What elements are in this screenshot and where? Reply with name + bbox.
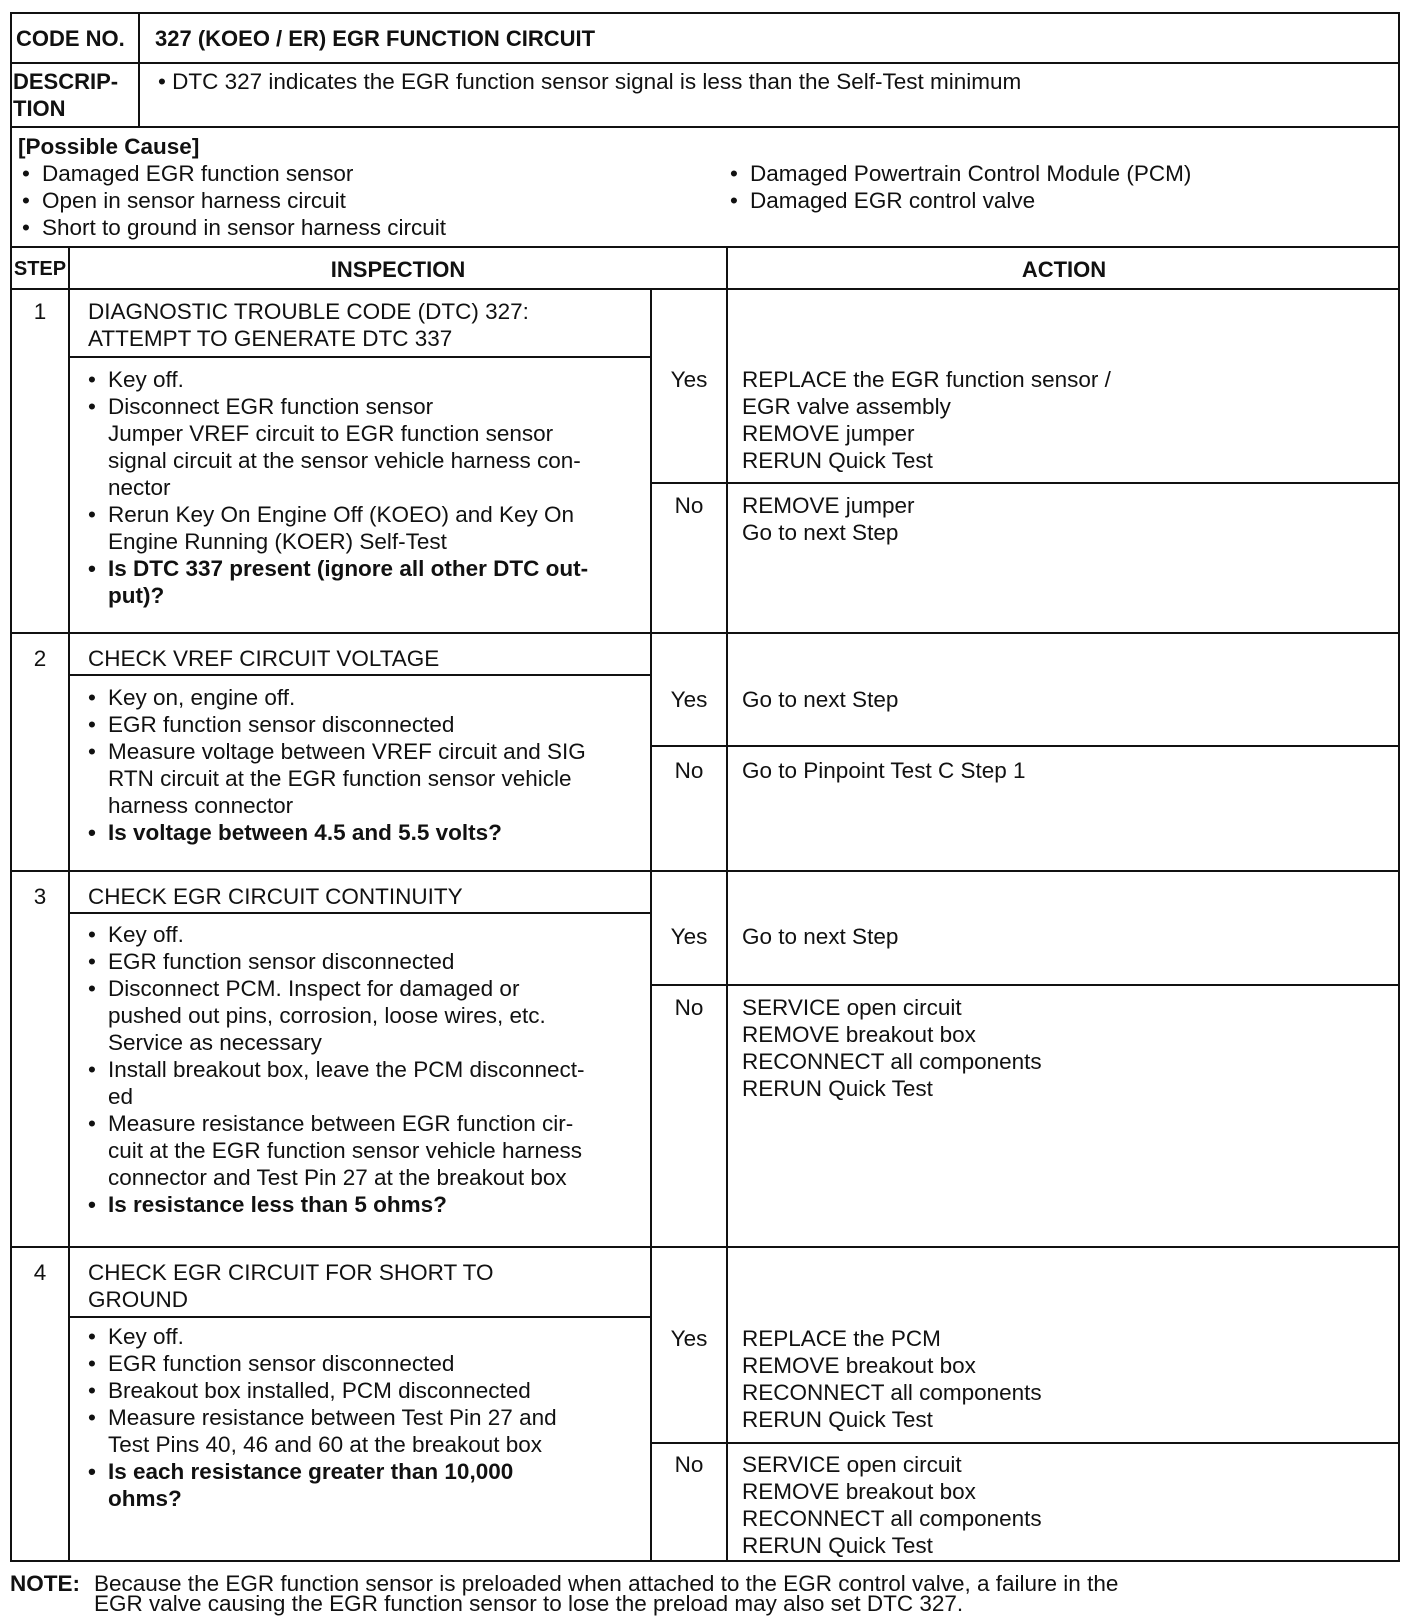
- no-action: REMOVE jumper Go to next Step: [742, 493, 915, 545]
- bullet: • EGR function sensor disconnected: [86, 1350, 557, 1377]
- bullet: • Measure resistance between EGR function cir- cuit at the EGR function sensor vehicle harness connector and Test Pin 27 at the breakout box: [86, 1110, 585, 1191]
- bullet: • Key off.: [86, 366, 588, 393]
- step-bullets: [86, 684, 586, 846]
- no-label: No: [674, 995, 704, 1020]
- yes-label: Yes: [670, 1326, 708, 1351]
- note-line1: Because the EGR function sensor is preloaded when attached to the EGR control valve, a failure in the: [94, 1571, 1119, 1596]
- step-number: 1: [33, 299, 47, 324]
- step-separator: [10, 632, 1400, 634]
- yes-label: Yes: [670, 367, 708, 392]
- step-separator: [10, 1246, 1400, 1248]
- bullet: • Disconnect EGR function sensor Jumper VREF circuit to EGR function sensor signal circuit at the sensor vehicle harness con- nector: [86, 393, 588, 501]
- yes-action: Go to next Step: [742, 924, 899, 949]
- possible-cause-right-list: [728, 160, 1191, 214]
- code-label-divider: [138, 12, 140, 64]
- bullet: • Key off.: [86, 1323, 557, 1350]
- bullet: • Disconnect PCM. Inspect for damaged or pushed out pins, corrosion, loose wires, etc. Service as necessary: [86, 975, 585, 1056]
- code-value: 327 (KOEO / ER) EGR FUNCTION CIRCUIT: [155, 26, 596, 51]
- title-underline: [68, 1316, 652, 1318]
- yes-no-separator: [650, 745, 1400, 747]
- yes-action: REPLACE the EGR function sensor / EGR valve assembly REMOVE jumper RERUN Quick Test: [742, 367, 1111, 473]
- no-label: No: [674, 1452, 704, 1477]
- yes-action: REPLACE the PCM REMOVE breakout box RECONNECT all components RERUN Quick Test: [742, 1326, 1042, 1432]
- no-action: SERVICE open circuit REMOVE breakout box RECONNECT all components RERUN Quick Test: [742, 995, 1042, 1101]
- possible-cause-item: • Damaged Powertrain Control Module (PCM): [728, 160, 1191, 187]
- step-title: CHECK VREF CIRCUIT VOLTAGE: [88, 646, 440, 671]
- bullet-question: • Is resistance less than 5 ohms?: [86, 1191, 585, 1218]
- bullet: • Measure voltage between VREF circuit and SIG RTN circuit at the EGR function sensor vehicle harness connector: [86, 738, 586, 819]
- header-row-line: [10, 288, 1400, 290]
- bullet: • Measure resistance between Test Pin 27 and Test Pins 40, 46 and 60 at the breakout box: [86, 1404, 557, 1458]
- bullet: • Key on, engine off.: [86, 684, 586, 711]
- possible-cause-left-list: [20, 160, 446, 241]
- step-bullets: [86, 366, 588, 609]
- step-bullets: [86, 1323, 557, 1512]
- description-label-line2: TION: [13, 96, 66, 121]
- description-label-line1: DESCRIP-: [13, 69, 119, 94]
- col-divider-step: [68, 246, 70, 1562]
- header-inspection: INSPECTION: [330, 257, 466, 282]
- bullet: • Rerun Key On Engine Off (KOEO) and Key On Engine Running (KOER) Self-Test: [86, 501, 588, 555]
- bullet: • Install breakout box, leave the PCM disconnect- ed: [86, 1056, 585, 1110]
- header-step: STEP: [13, 258, 67, 280]
- description-text: • DTC 327 indicates the EGR function sensor signal is less than the Self-Test minimum: [158, 69, 1022, 94]
- bullet: • Key off.: [86, 921, 585, 948]
- col-divider-action: [726, 246, 728, 1562]
- title-underline: [68, 912, 652, 914]
- bullet-question: • Is voltage between 4.5 and 5.5 volts?: [86, 819, 586, 846]
- step-number: 3: [33, 884, 47, 909]
- step-number: 2: [33, 646, 47, 671]
- note-label: NOTE:: [10, 1571, 80, 1596]
- code-label: CODE NO.: [16, 26, 125, 51]
- step-title: CHECK EGR CIRCUIT FOR SHORT TO GROUND: [88, 1260, 494, 1312]
- yes-label: Yes: [670, 924, 708, 949]
- bullet: • EGR function sensor disconnected: [86, 711, 586, 738]
- possible-cause-item: • Open in sensor harness circuit: [20, 187, 446, 214]
- yes-no-separator: [650, 984, 1400, 986]
- header-action: ACTION: [1021, 257, 1107, 282]
- no-label: No: [674, 758, 704, 783]
- title-underline: [68, 356, 652, 358]
- no-label: No: [674, 493, 704, 518]
- title-underline: [68, 674, 652, 676]
- bullet-question: • Is DTC 337 present (ignore all other DTC out- put)?: [86, 555, 588, 609]
- description-label-divider: [138, 62, 140, 128]
- step-number: 4: [33, 1260, 47, 1285]
- yes-action: Go to next Step: [742, 687, 899, 712]
- bullet: • EGR function sensor disconnected: [86, 948, 585, 975]
- possible-cause-heading: [Possible Cause]: [18, 134, 200, 159]
- yes-no-separator: [650, 482, 1400, 484]
- yes-no-separator: [650, 1442, 1400, 1444]
- note-line2: EGR valve causing the EGR function sensor to lose the preload may also set DTC 327.: [94, 1591, 964, 1616]
- no-action: SERVICE open circuit REMOVE breakout box RECONNECT all components RERUN Quick Test: [742, 1452, 1042, 1558]
- bullet-question: • Is each resistance greater than 10,000 ohms?: [86, 1458, 557, 1512]
- step-title: CHECK EGR CIRCUIT CONTINUITY: [88, 884, 463, 909]
- bullet: • Breakout box installed, PCM disconnected: [86, 1377, 557, 1404]
- no-action: Go to Pinpoint Test C Step 1: [742, 758, 1026, 783]
- step-bullets: [86, 921, 585, 1218]
- step-separator: [10, 870, 1400, 872]
- yes-label: Yes: [670, 687, 708, 712]
- step-title: DIAGNOSTIC TROUBLE CODE (DTC) 327: ATTEMPT TO GENERATE DTC 337: [88, 299, 529, 351]
- possible-cause-item: • Damaged EGR function sensor: [20, 160, 446, 187]
- possible-cause-item: • Short to ground in sensor harness circuit: [20, 214, 446, 241]
- possible-cause-item: • Damaged EGR control valve: [728, 187, 1191, 214]
